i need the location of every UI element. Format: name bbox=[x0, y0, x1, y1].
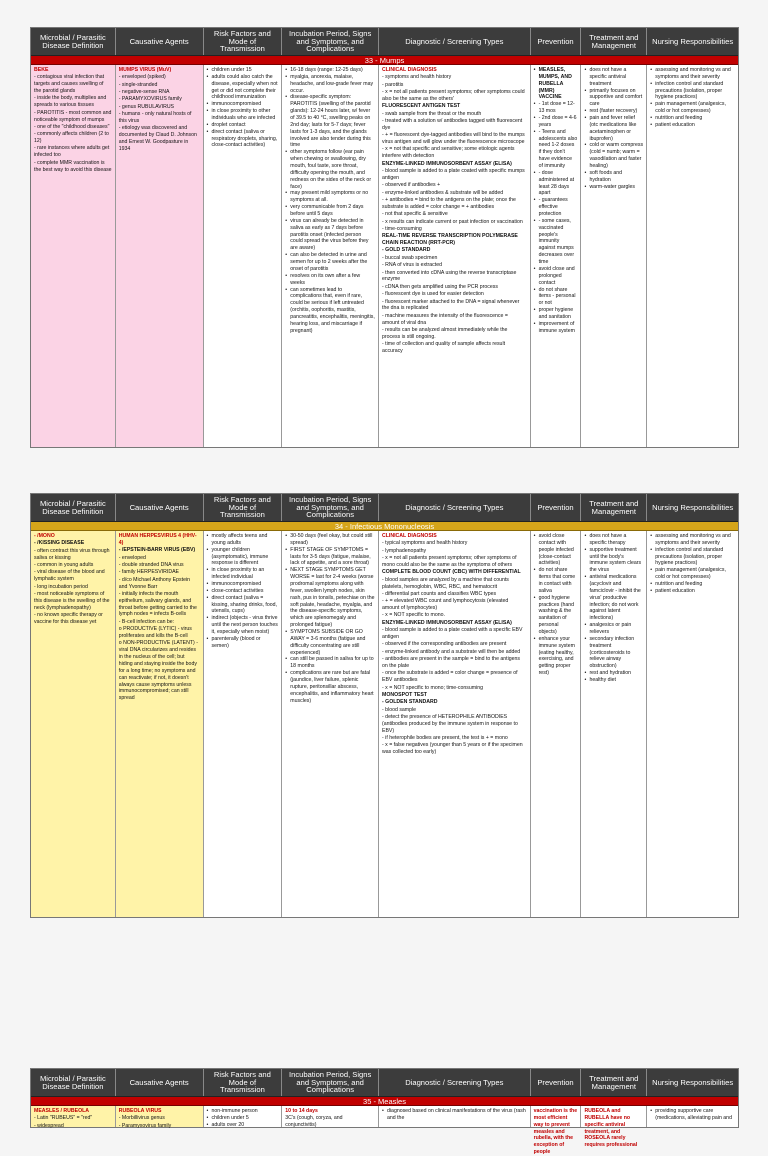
agents-cell bbox=[116, 65, 204, 447]
cell-line: • pain and fever relief (otc medications like acetaminophen or ibuprofen) bbox=[584, 115, 643, 142]
cell-line: - enzyme-linked antibody and a substrate will then be added bbox=[382, 648, 521, 655]
cell-line: - Morbillivirus genus bbox=[118, 1115, 165, 1122]
cell-line: - observed if antibodies + bbox=[382, 182, 441, 189]
cell-line: - time of collection and quality of sample affects result accuracy bbox=[382, 341, 506, 355]
cell-line: • - Teens and adolescents also need 1-2 doses if they don't have evidence of immunity bbox=[534, 129, 578, 170]
header-diagnostic: Diagnostic / Screening Types bbox=[379, 494, 531, 521]
cell-line: ENZYME-LINKED IMMUNOSORBENT ASSAY (ELISA) bbox=[382, 619, 512, 626]
section-band: 34 - Infectious Mononucleosis bbox=[31, 522, 738, 531]
cell-line: • MEASLES, MUMPS, AND RUBELLA (MMR) VACCINE bbox=[534, 67, 578, 101]
cell-line: RUBEOLA and RUBELLA have no specific antiviral treatment, and ROSEOLA rarely requires professional bbox=[584, 1108, 638, 1149]
cell-line: - /EPSTEIN-BARR VIRUS (EBV) bbox=[118, 547, 196, 554]
cell-line: - symptoms and health history bbox=[382, 74, 452, 81]
table-row bbox=[31, 1106, 738, 1156]
header-diagnostic: Diagnostic / Screening Types bbox=[379, 28, 531, 55]
incubation-cell bbox=[282, 1106, 379, 1127]
cell-line: • infection control and standard precautions (isolation, proper hygiene practices) bbox=[650, 81, 735, 102]
prevention-cell bbox=[531, 65, 582, 447]
table-header bbox=[31, 494, 738, 522]
risk-cell bbox=[204, 1106, 283, 1127]
cell-line: • soft foods and hydration bbox=[584, 170, 643, 184]
risk-cell bbox=[204, 65, 283, 447]
header-incubation: Incubation Period, Signs and Symptoms, and Complications bbox=[282, 1069, 379, 1096]
cell-line: - blood sample bbox=[382, 706, 417, 713]
header-risk: Risk Factors and Mode of Transmission bbox=[204, 1069, 283, 1096]
risk-cell bbox=[204, 531, 283, 917]
cell-line: - results can be analyzed almost immediately while the process is still ongoing. bbox=[382, 326, 508, 340]
cell-line: • assessing and monitoring vs and symptoms and their severity bbox=[650, 67, 735, 81]
header-risk: Risk Factors and Mode of Transmission bbox=[204, 494, 283, 521]
cell-line: - x = not that specific and sensitive; some etiologic agents interfere with detection bbox=[382, 146, 515, 160]
cell-line: - lymphadenopathy bbox=[382, 547, 427, 554]
cell-line: • do not share items - personal or not bbox=[534, 287, 578, 308]
table-row bbox=[31, 531, 738, 917]
table-row bbox=[31, 65, 738, 447]
cell-line: - inside the body, multiplies and spreads to various tissues bbox=[34, 95, 107, 109]
header-diagnostic: Diagnostic / Screening Types bbox=[379, 1069, 531, 1096]
cell-line: • may present mild symptoms or no symptoms at all. bbox=[285, 190, 375, 204]
agents-cell bbox=[116, 531, 204, 917]
cell-line: • primarily focuses on supportive and comfort care bbox=[584, 88, 643, 109]
cell-line: • other symptoms follow (ear pain when chewing or swallowing, dry mouth, foul taste, sore throat, difficulty opening the mouth, and redness on the sides of the neck or face) bbox=[285, 149, 375, 190]
cell-line: • droplet contact bbox=[207, 122, 279, 129]
cell-line: - Paramyxovirus family bbox=[118, 1122, 172, 1129]
prevention-cell bbox=[531, 531, 582, 917]
cell-line: - cDNA then gets amplified using the PCR process bbox=[382, 283, 498, 290]
cell-line: - viral disease of the blood and lymphatic system bbox=[34, 569, 105, 583]
table-header bbox=[31, 1069, 738, 1097]
cell-line: • - dose administered at least 28 days apart bbox=[534, 170, 578, 197]
diagnostic-cell bbox=[379, 1106, 531, 1127]
cell-line: • avoid close contact with people infected (close-contact activities) bbox=[534, 533, 578, 567]
cell-line: • disease-specific symptom: PAROTITIS (swelling of the parotid glands): 12-24 hours later, w/ fever of 39.5 to 40 °C, swelling peaks on 2nd day; lasts for 5-7 days; fever lasts for 1-3 days, and the glands involved are also tender during this time bbox=[285, 94, 375, 149]
cell-line: - x = NOT specific to mono; time-consuming bbox=[382, 684, 483, 691]
incubation-cell bbox=[282, 531, 379, 917]
cell-line: • non-immune person bbox=[207, 1108, 279, 1115]
cell-line: • complications are rare but are fatal (jaundice, liver failure, splenic rupture, peritonsillar abscess, encephalitis, and inflammatory heart muscles) bbox=[285, 670, 375, 704]
cell-line: • good hygiene practices (hand washing & the sanitation of personal objects) bbox=[534, 595, 578, 636]
cell-line: CLINICAL DIAGNOSIS bbox=[382, 533, 437, 539]
cell-line: • 30-50 days (feel okay, but could still spread) bbox=[285, 533, 375, 547]
cell-line: - GOLD STANDARD bbox=[382, 247, 431, 254]
cell-line: - if heterophile bodies are present, the test is + = mono bbox=[382, 735, 508, 742]
cell-line: o PRODUCTIVE (LYTIC) - virus proliferates and kills the B-cell bbox=[118, 626, 192, 640]
cell-line: COMPLETE BLOOD COUNT (CBC) WITH DIFFERENTIAL bbox=[382, 569, 521, 576]
measles-table bbox=[30, 1068, 739, 1156]
cell-line: • proper hygiene and sanitation bbox=[534, 307, 578, 321]
header-prevention: Prevention bbox=[531, 1069, 582, 1096]
cell-line: - + = elevated WBC count and lymphocytosis (elevated amount of lymphocytes) bbox=[382, 598, 509, 612]
cell-line: • resolves on its own after a few weeks bbox=[285, 273, 375, 287]
cell-line: • cold or warm compress (cold = numb; warm = vasodilation and faster healing) bbox=[584, 142, 643, 169]
cell-line: ENZYME-LINKED IMMUNOSORBENT ASSAY (ELISA) bbox=[382, 160, 512, 167]
cell-line: • can still be passed in saliva for up to 18 months bbox=[285, 656, 375, 670]
diagnostic-cell bbox=[379, 65, 531, 447]
cell-line: - swab sample from the throat or the mouth bbox=[382, 110, 482, 117]
cell-line: o NON-PRODUCTIVE (LATENT) - viral DNA circularizes and resides in the nucleus of the cell; but hiding and staying inside the body for a long time; no symptoms and can reactivate; if not, it doesn't always cause symptoms unless immunocompromised; can still spread bbox=[118, 640, 198, 702]
treatment-cell bbox=[581, 531, 647, 917]
cell-line: vaccination is the most efficient way to prevent measles and rubella, with the exception of people bbox=[533, 1108, 578, 1156]
cell-line: • infection control and standard precautions (isolation, proper hygiene practices) bbox=[650, 547, 735, 568]
cell-line: - enveloped bbox=[118, 554, 146, 561]
cell-line: - PAROTITIS - most common and noticeable symptom of mumps bbox=[34, 109, 112, 123]
cell-line: • close-contact activities bbox=[207, 588, 279, 595]
cell-line: CLINICAL DIAGNOSIS bbox=[382, 67, 437, 73]
cell-line: - no known specific therapy or vaccine for this disease yet bbox=[34, 611, 103, 625]
cell-line: • assessing and monitoring vs and symptoms and their severity bbox=[650, 533, 735, 547]
cell-line: - /MONO bbox=[34, 533, 55, 539]
cell-line: • mostly affects teens and young adults bbox=[207, 533, 279, 547]
cell-line: • patient education bbox=[650, 122, 735, 129]
cell-line: • immunocompromised bbox=[207, 101, 279, 108]
cell-line: • very communicable from 2 days before until 5 days bbox=[285, 204, 375, 218]
cell-line: MEASLES / RUBEOLA bbox=[34, 1108, 90, 1114]
cell-line: - often contract this virus through saliva or kissing bbox=[34, 547, 110, 561]
cell-line: - most noticeable symptoms of this disease is the swelling of the neck (lymphadenopathy) bbox=[34, 590, 110, 611]
header-agents: Causative Agents bbox=[116, 494, 204, 521]
cell-line: - rare instances where adults get infected too bbox=[34, 145, 110, 159]
cell-line: - blood sample is added to a plate coated with specific mumps antigen bbox=[382, 168, 525, 181]
nursing-cell bbox=[647, 65, 738, 447]
cell-line: • indirect (objects - virus thrive until the next person touches it, especially when moist) bbox=[207, 615, 279, 636]
cell-line: • adults over 20 bbox=[207, 1122, 279, 1129]
cell-line: • improvement of immune system bbox=[534, 321, 578, 335]
cell-line: • direct contact (saliva = kissing, sharing drinks, food, utensils, cups) bbox=[207, 595, 279, 616]
cell-line: - differential part counts and classifies WBC types bbox=[382, 590, 497, 597]
cell-line: - antibodies are present in the sample = bind to the antigens on the plate bbox=[382, 656, 521, 669]
cell-line: - common in young adults bbox=[34, 561, 94, 568]
cell-line: • - 2nd dose = 4-6 years bbox=[534, 115, 578, 129]
cell-line: - enveloped (spiked) bbox=[118, 74, 166, 81]
cell-line: - one of the "childhood diseases" bbox=[34, 123, 110, 130]
cell-line: 10 to 14 days bbox=[285, 1108, 318, 1114]
cell-line: MUMPS VIRUS (MuV) bbox=[118, 67, 172, 73]
cell-line: 3C's (cough, coryza, and conjunctivitis) bbox=[285, 1115, 343, 1129]
header-prevention: Prevention bbox=[531, 28, 582, 55]
cell-line: - B-cell infection can be: bbox=[118, 618, 175, 625]
header-nursing: Nursing Responsibilities bbox=[652, 1077, 734, 1087]
cell-line: • diagnosed based on clinical manifestations of the virus (rash and the bbox=[382, 1108, 527, 1122]
cell-line: - long incubation period bbox=[34, 583, 88, 590]
cell-line: • pain management (analgesics, cold or hot compresses) bbox=[650, 567, 735, 581]
cell-line: - treated with a solution w/ antibodies tagged with fluorescent dye bbox=[382, 118, 523, 131]
treatment-cell bbox=[581, 1106, 647, 1149]
cell-line: • pain management (analgesics, cold or hot compresses) bbox=[650, 101, 735, 115]
cell-line: • can sometimes lead to complications that, even if rare, could be serious if left untreated (orchitis, oophoritis, mastitis, pancreatitis, encephalitis, meningitis, hearing loss, and miscarriage if pregnant) bbox=[285, 287, 375, 335]
header-nursing: Nursing Responsibilities bbox=[652, 36, 734, 46]
cell-line: • FIRST STAGE OF SYMPTOMS = lasts for 3-5 days (fatigue, malaise, lack of appetite, and a sore throat) bbox=[285, 547, 375, 568]
cell-line: • do not share items that come in contact with saliva bbox=[534, 567, 578, 594]
header-nursing: Nursing Responsibilities bbox=[652, 502, 734, 512]
cell-line: - RNA of virus is extracted bbox=[382, 262, 442, 269]
cell-line: • does not have a specific therapy bbox=[584, 533, 643, 547]
cell-line: • can also be detected in urine and semen for up to 2 weeks after the onset of parotitis bbox=[285, 252, 375, 273]
cell-line: • rest and hydration bbox=[584, 670, 643, 677]
cell-line: • patient education bbox=[650, 588, 735, 595]
cell-line: • avoid close and prolonged contact bbox=[534, 266, 578, 287]
header-risk: Risk Factors and Mode of Transmission bbox=[204, 28, 283, 55]
cell-line: - time-consuming bbox=[382, 225, 422, 232]
cell-line: MONOSPOT TEST bbox=[382, 691, 427, 698]
cell-line: - parotitis bbox=[382, 81, 404, 88]
cell-line: • younger children (asymptomatic), immune response is different bbox=[207, 547, 279, 568]
cell-line: - etiology was discovered and documented by Claud D. Johnson and Ernest W. Goodpasture in 1934 bbox=[118, 125, 197, 152]
cell-line: - contagious viral infection that targets and causes swelling of the parotid glands bbox=[34, 74, 105, 95]
nursing-cell bbox=[647, 531, 738, 917]
cell-line: • virus can already be detected in saliva as early as 7 days before parotitis onset (infected person could spread the virus before they are aware) bbox=[285, 218, 375, 252]
header-treatment: Treatment and Management bbox=[581, 28, 647, 55]
cell-line: • analgesics or pain relievers bbox=[584, 622, 643, 636]
cell-line: - family HERPESVIRIDAE bbox=[118, 569, 180, 576]
cell-line: - initially infects the mouth epithelium, salivary glands, and throat before getting carried to the lymph nodes = infects B-cells bbox=[118, 590, 197, 618]
cell-line: HUMAN HERPESVIRUS 4 (HHV-4) bbox=[118, 533, 197, 546]
agents-cell bbox=[116, 1106, 204, 1127]
definition-cell bbox=[31, 531, 116, 917]
definition-cell bbox=[31, 65, 116, 447]
cell-line: - + = fluorescent dye-tagged antibodies will bind to the mumps virus antigen and will glow under the fluorescence microscope bbox=[382, 132, 525, 146]
cell-line: • children under 5 bbox=[207, 1115, 279, 1122]
cell-line: • adults could also catch the disease, especially when not get or did not complete their childhood immunization bbox=[207, 74, 279, 101]
cell-line: - detect the presence of HETEROPHILE ANTIBODIES (antibodies produced by the immune system in response to EBV) bbox=[382, 713, 518, 734]
prevention-cell bbox=[531, 1106, 582, 1156]
cell-line: • myalgia, anorexia, malaise, headache, and low-grade fever may occur. bbox=[285, 74, 375, 95]
definition-cell bbox=[31, 1106, 116, 1127]
cell-line: - machine measures the intensity of the fluorescence = amount of viral dna bbox=[382, 312, 508, 326]
cell-line: BEKE bbox=[34, 67, 49, 73]
header-definition: Microbial / Parasitic Disease Definition bbox=[31, 28, 116, 55]
cell-line: • - some cases, vaccinated people's immunity against mumps decreases over time bbox=[534, 218, 578, 266]
cell-line: • supportive treatment until the body's immune system clears the virus bbox=[584, 547, 643, 574]
cell-line: • NEXT STAGE SYMPTOMS GET WORSE = last for 2-4 weeks (worse prodromal symptoms along with fever, swollen lymph nodes, skin rash, pus in tonsils, petechiae on the soft palate, headache, myalgia, and the disease-specific symptoms, which are splenomegaly and prolonged fatigue) bbox=[285, 567, 375, 629]
cell-line: - buccal swab specimen bbox=[382, 254, 438, 261]
mono-table bbox=[30, 493, 739, 918]
cell-line: • - guarantees effective protection bbox=[534, 197, 578, 218]
cell-line: • enhance your immune system (eating healthy, exercising, and getting proper rest) bbox=[534, 636, 578, 677]
header-treatment: Treatment and Management bbox=[581, 1069, 647, 1096]
header-agents: Causative Agents bbox=[116, 28, 204, 55]
cell-line: FLUORESCENT ANTIGEN TEST bbox=[382, 103, 461, 110]
cell-line: - enzyme-linked antibodies & substrate will be added bbox=[382, 189, 504, 196]
cell-line: - Latin "RUBEUS" = "red" bbox=[34, 1115, 93, 1122]
header-treatment: Treatment and Management bbox=[581, 494, 647, 521]
cell-line: • antiviral medications (acyclovir and famciclovir - inhibit the virus' productive infection; do not work against latent infections) bbox=[584, 574, 643, 622]
cell-line: • 16-18 days (range: 12-25 days) bbox=[285, 67, 375, 74]
cell-line: • SYMPTOMS SUBSIDE OR GO AWAY = 3-6 months (fatigue and difficulty concentrating are still experienced) bbox=[285, 629, 375, 656]
cell-line: - not that specific & sensitive bbox=[382, 211, 448, 218]
cell-line: • immunocompromised bbox=[207, 581, 279, 588]
cell-line: - /KISSING DISEASE bbox=[34, 540, 85, 547]
header-definition: Microbial / Parasitic Disease Definition bbox=[31, 1069, 116, 1096]
cell-line: • rest (faster recovery) bbox=[584, 108, 643, 115]
cell-line: - double stranded DNA virus bbox=[118, 561, 184, 568]
cell-line: - PARAMYXOVIRUS family bbox=[118, 96, 182, 103]
cell-line: • does not have a specific antiviral treatment bbox=[584, 67, 643, 88]
cell-line: • nutrition and feeding bbox=[650, 581, 735, 588]
cell-line: - x results can indicate current or past infection or vaccination bbox=[382, 218, 523, 225]
cell-line: RUBEOLA VIRUS bbox=[118, 1108, 162, 1114]
cell-line: - observed if the corresponding antibodies are present bbox=[382, 641, 507, 648]
cell-line: - genus RUBULAVIRUS bbox=[118, 103, 175, 110]
cell-line: • - 1st dose = 12-13 mos bbox=[534, 101, 578, 115]
cell-line: - fluorescent marker attached to the DNA = signal whenever the dna is replicated bbox=[382, 298, 520, 312]
cell-line: - d/co Michael Anthony Epstein and Yvonne Barr bbox=[118, 576, 190, 590]
cell-line: • in close proximity to other individuals who are infected bbox=[207, 108, 279, 122]
header-incubation: Incubation Period, Signs and Symptoms, and Complications bbox=[282, 28, 379, 55]
cell-line: - commonly affects children (2 to 12) bbox=[34, 131, 109, 145]
incubation-cell bbox=[282, 65, 379, 447]
cell-line: - blood samples are analyzed by a machine that counts platelets, hemoglobin, WBC, RBC, and hematocrit bbox=[382, 576, 509, 590]
nursing-cell bbox=[647, 1106, 738, 1127]
header-incubation: Incubation Period, Signs and Symptoms, and Complications bbox=[282, 494, 379, 521]
treatment-cell bbox=[581, 65, 647, 447]
section-band: 33 - Mumps bbox=[31, 56, 738, 65]
cell-line: • secondary infection treatment (corticosteroids to relieve airway obstruction) bbox=[584, 636, 643, 670]
cell-line: • in close proximity to an infected individual bbox=[207, 567, 279, 581]
cell-line: - x = not all patients present symptoms; other symptoms could also be the same as the others' bbox=[382, 89, 525, 102]
cell-line: • warm-water gargles bbox=[584, 184, 643, 191]
cell-line: - single-stranded bbox=[118, 81, 158, 88]
table-header bbox=[31, 28, 738, 56]
header-prevention: Prevention bbox=[531, 494, 582, 521]
header-agents: Causative Agents bbox=[116, 1069, 204, 1096]
cell-line: - GOLDEN STANDARD bbox=[382, 699, 438, 706]
cell-line: - typical symptoms and health history bbox=[382, 540, 468, 547]
cell-line: - + antibodies = bind to the antigens on the plate; once the substrate is added = color change = + antibodies bbox=[382, 196, 516, 210]
cell-line: • parenterally (blood or semen) bbox=[207, 636, 279, 650]
cell-line: - x = not all patients present symptoms; other symptoms of mono could also be the same as the symptoms of others bbox=[382, 555, 517, 568]
diagnostic-cell bbox=[379, 531, 531, 917]
cell-line: - x = false negatives (younger than 5 years or if the specimen was collected too early) bbox=[382, 742, 523, 756]
cell-line: - widespread bbox=[34, 1122, 64, 1129]
cell-line: - once the substrate is added = color change = presence of EBV antibodies bbox=[382, 670, 518, 684]
section-band: 35 - Measles bbox=[31, 1097, 738, 1106]
cell-line: - x = NOT specific to mono. bbox=[382, 612, 445, 619]
cell-line: - complete MMR vaccination is the best way to avoid this disease bbox=[34, 159, 112, 173]
cell-line: - fluorescent dye is used for easier detection bbox=[382, 291, 484, 298]
cell-line: • nutrition and feeding bbox=[650, 115, 735, 122]
cell-line: • healthy diet bbox=[584, 677, 643, 684]
cell-line: • children under 15 bbox=[207, 67, 279, 74]
header-definition: Microbial / Parasitic Disease Definition bbox=[31, 494, 116, 521]
mumps-table bbox=[30, 27, 739, 448]
cell-line: - blood sample is added to a plate coated with a specific EBV antigen bbox=[382, 627, 523, 641]
cell-line: - then converted into cDNA using the reverse transcriptase enzyme bbox=[382, 269, 517, 283]
cell-line: - negative-sense RNA bbox=[118, 89, 170, 96]
cell-line: • direct contact (saliva or respiratory droplets, sharing, close-contact activities) bbox=[207, 129, 279, 150]
cell-line: • providing supportive care (medications, alleviating pain and bbox=[650, 1108, 735, 1122]
cell-line: REAL-TIME REVERSE TRANSCRIPTION POLYMERASE CHAIN REACTION (RRT-PCR) bbox=[382, 233, 518, 247]
cell-line: - humans - only natural hosts of this virus bbox=[118, 111, 192, 125]
